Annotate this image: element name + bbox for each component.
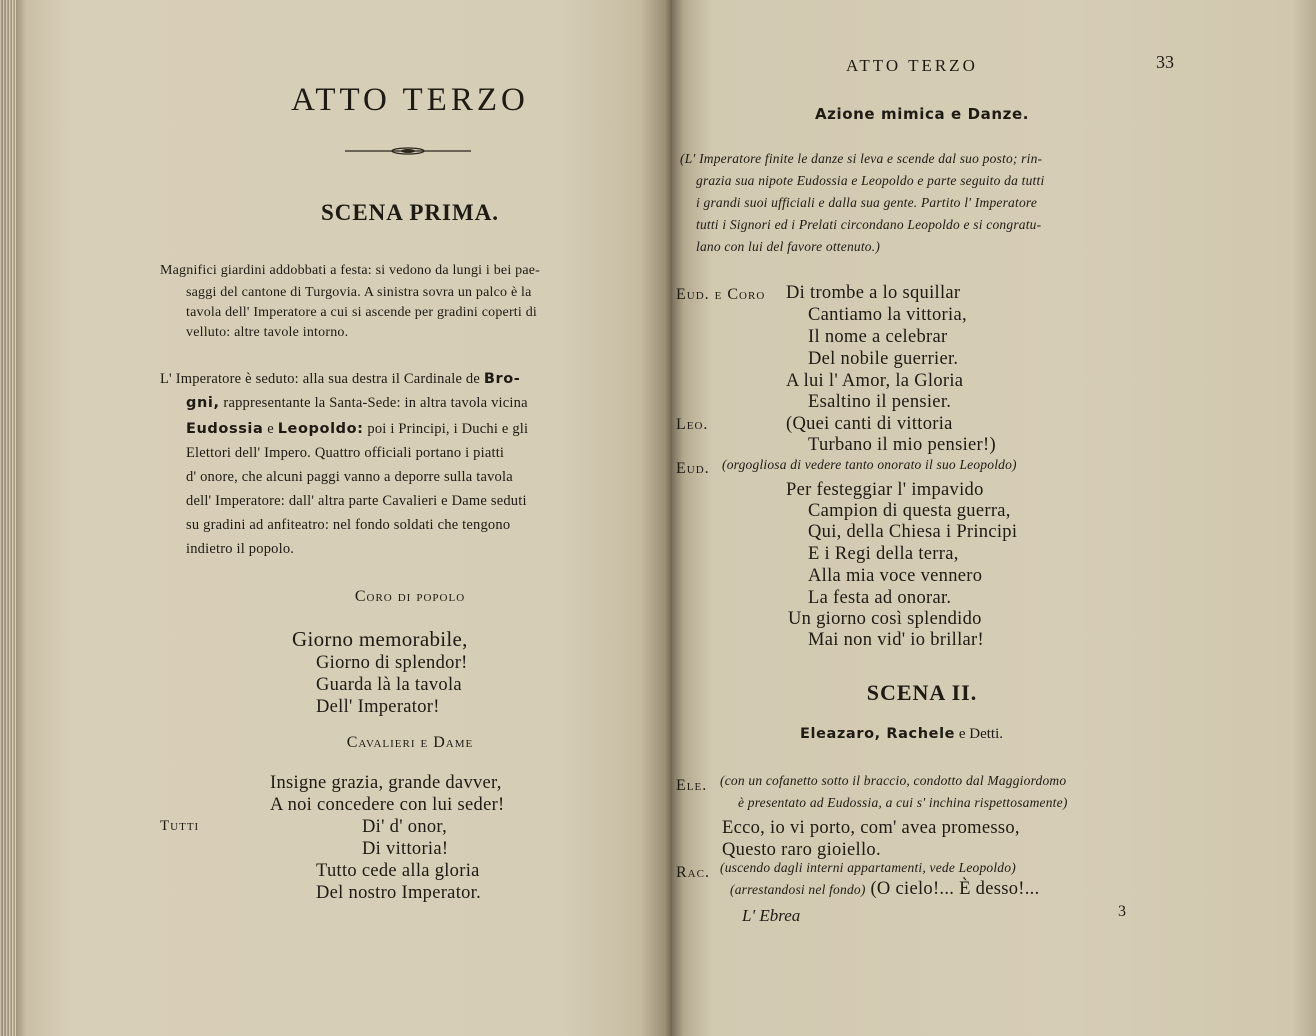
setting-line-2: saggi del cantone di Turgovia. A sinistra sovra un palco è la: [186, 285, 532, 300]
rac-speech: (O cielo!... È desso!...: [865, 879, 1040, 899]
speaker-leo: Leo.: [676, 416, 709, 433]
scene-2-title: SCENA II.: [866, 680, 978, 705]
stage-text: e: [263, 421, 278, 437]
eud-direction: (orgogliosa di vedere tanto onorato il suo Leopoldo): [722, 457, 1017, 472]
stage-text: poi i Principi, i Duchi e gli: [363, 421, 529, 437]
stage-direction-line-4: Elettori dell' Impero. Quattro officiali portano i piatti: [186, 445, 505, 461]
scene-2-cast-rest: e Detti.: [955, 726, 1003, 742]
stage-direction-line-6: dell' Imperatore: dall' altra parte Cavalieri e Dame seduti: [186, 493, 527, 509]
ele-line-1: Ecco, io vi porto, com' avea promesso,: [722, 818, 1020, 838]
setting-line-4: velluto: altre tavole intorno.: [186, 325, 349, 340]
character-name-brogni-cont: gni,: [186, 395, 220, 411]
rac-direction-2: (arrestandosi nel fondo): [730, 882, 866, 897]
verse-1-line-6: Esaltino il pensier.: [808, 392, 952, 412]
ornament-rule-icon: [345, 147, 471, 155]
chorus-line-1: Giorno memorabile,: [292, 627, 468, 651]
stage-text: L' Imperatore è seduto: alla sua destra il Cardinale de: [160, 371, 484, 387]
tutti-line-4: Del nostro Imperator.: [316, 883, 482, 903]
stage-direction-line-5: d' onore, che alcuni paggi vanno a deporre sulla tavola: [186, 469, 513, 485]
eud-line-6: La festa ad onorar.: [808, 588, 952, 608]
knights-line-2: A noi concedere con lui seder!: [270, 795, 505, 815]
act-title: ATTO TERZO: [291, 82, 529, 118]
running-head: ATTO TERZO: [846, 56, 978, 75]
character-name-leopoldo: Leopoldo:: [277, 421, 364, 437]
eud-line-5: Alla mia voce vennero: [808, 566, 983, 586]
speaker-eud: Eud.: [676, 460, 710, 477]
page-edges: [0, 0, 16, 1036]
speaker-ele: Ele.: [676, 777, 708, 794]
stage-direction-line-7: su gradini ad anfiteatro: nel fondo soldati che tengono: [186, 517, 511, 533]
scene-2-cast: [800, 726, 1003, 743]
rac-line: [730, 878, 1040, 901]
stage-direction-line-2: [186, 392, 528, 414]
eud-line-2: Campion di questa guerra,: [808, 501, 1011, 521]
ele-direction-2: è presentato ad Eudossia, a cui s' inchina rispettosamente): [738, 795, 1068, 810]
ele-line-2: Questo raro gioiello.: [722, 840, 881, 860]
mimic-line-3: i grandi suoi ufficiali e dalla sua gente. Partito l' Imperatore: [696, 195, 1038, 210]
mimic-line-5: lano con lui del favore ottenuto.): [696, 239, 881, 254]
page-number: 33: [1156, 52, 1174, 72]
eud-line-4: E i Regi della terra,: [808, 544, 959, 564]
chorus-heading: Coro di popolo: [354, 588, 466, 605]
footer-number: 3: [1118, 903, 1126, 920]
ele-direction-1: (con un cofanetto sotto il braccio, condotto dal Maggiordomo: [720, 773, 1067, 788]
eud-line-1: Per festeggiar l' impavido: [786, 480, 984, 500]
character-name-brogni: Bro-: [483, 371, 521, 387]
knights-heading: Cavalieri e Dame: [346, 734, 474, 751]
stage-direction-line-3: [186, 418, 528, 440]
setting-line-3: tavola dell' Imperatore a cui si ascende per gradini coperti di: [186, 305, 537, 320]
footer-signature: L' Ebrea: [742, 906, 801, 925]
chorus-line-2: Giorno di splendor!: [316, 653, 468, 673]
section-title: Azione mimica e Danze.: [814, 105, 1030, 123]
tutti-line-3: Tutto cede alla gloria: [316, 861, 480, 881]
speaker-rac: Rac.: [676, 864, 710, 881]
verse-1-line-1: Di trombe a lo squillar: [786, 283, 961, 303]
mimic-line-1: (L' Imperatore finite le danze si leva e scende dal suo posto; rin-: [680, 151, 1043, 166]
leo-line-1: (Quei canti di vittoria: [786, 414, 953, 434]
eud-line-8: Mai non vid' io brillar!: [808, 630, 984, 650]
mimic-line-2: grazia sua nipote Eudossia e Leopoldo e parte seguito da tutti: [696, 173, 1045, 188]
stage-text: rappresentante la Santa-Sede: in altra tavola vicina: [219, 395, 528, 411]
chorus-line-3: Guarda là la tavola: [316, 675, 462, 695]
character-name-eudossia: Eudossia: [186, 421, 264, 437]
verse-1-line-4: Del nobile guerrier.: [808, 349, 959, 369]
leo-line-2: Turbano il mio pensier!): [808, 435, 996, 455]
scene-title: SCENA PRIMA.: [320, 200, 500, 225]
chorus-line-4: Dell' Imperator!: [316, 697, 440, 717]
setting-line-1: Magnifici giardini addobbati a festa: si vedono da lungi i bei pae-: [160, 263, 541, 278]
speaker-tutti: Tutti: [160, 818, 200, 834]
verse-1-line-3: Il nome a celebrar: [808, 327, 948, 347]
eud-line-3: Qui, della Chiesa i Principi: [808, 522, 1018, 542]
mimic-line-4: tutti i Signori ed i Prelati circondano Leopoldo e si congratu-: [696, 217, 1042, 232]
scene-2-cast-names: Eleazaro, Rachele: [800, 726, 956, 742]
stage-direction-line-1: [160, 368, 520, 390]
stage-direction-line-8: indietro il popolo.: [186, 541, 295, 557]
speaker-eud-coro: Eud. e Coro: [676, 286, 766, 303]
tutti-line-2: Di vittoria!: [362, 839, 449, 859]
tutti-line-1: Di' d' onor,: [362, 817, 448, 837]
rac-direction-1: (uscendo dagli interni appartamenti, vede Leopoldo): [720, 860, 1016, 875]
eud-line-7: Un giorno così splendido: [788, 609, 982, 629]
verse-1-line-5: A lui l' Amor, la Gloria: [786, 371, 964, 391]
verse-1-line-2: Cantiamo la vittoria,: [808, 305, 967, 325]
knights-line-1: Insigne grazia, grande davver,: [270, 773, 502, 793]
right-page: [672, 0, 1316, 1036]
